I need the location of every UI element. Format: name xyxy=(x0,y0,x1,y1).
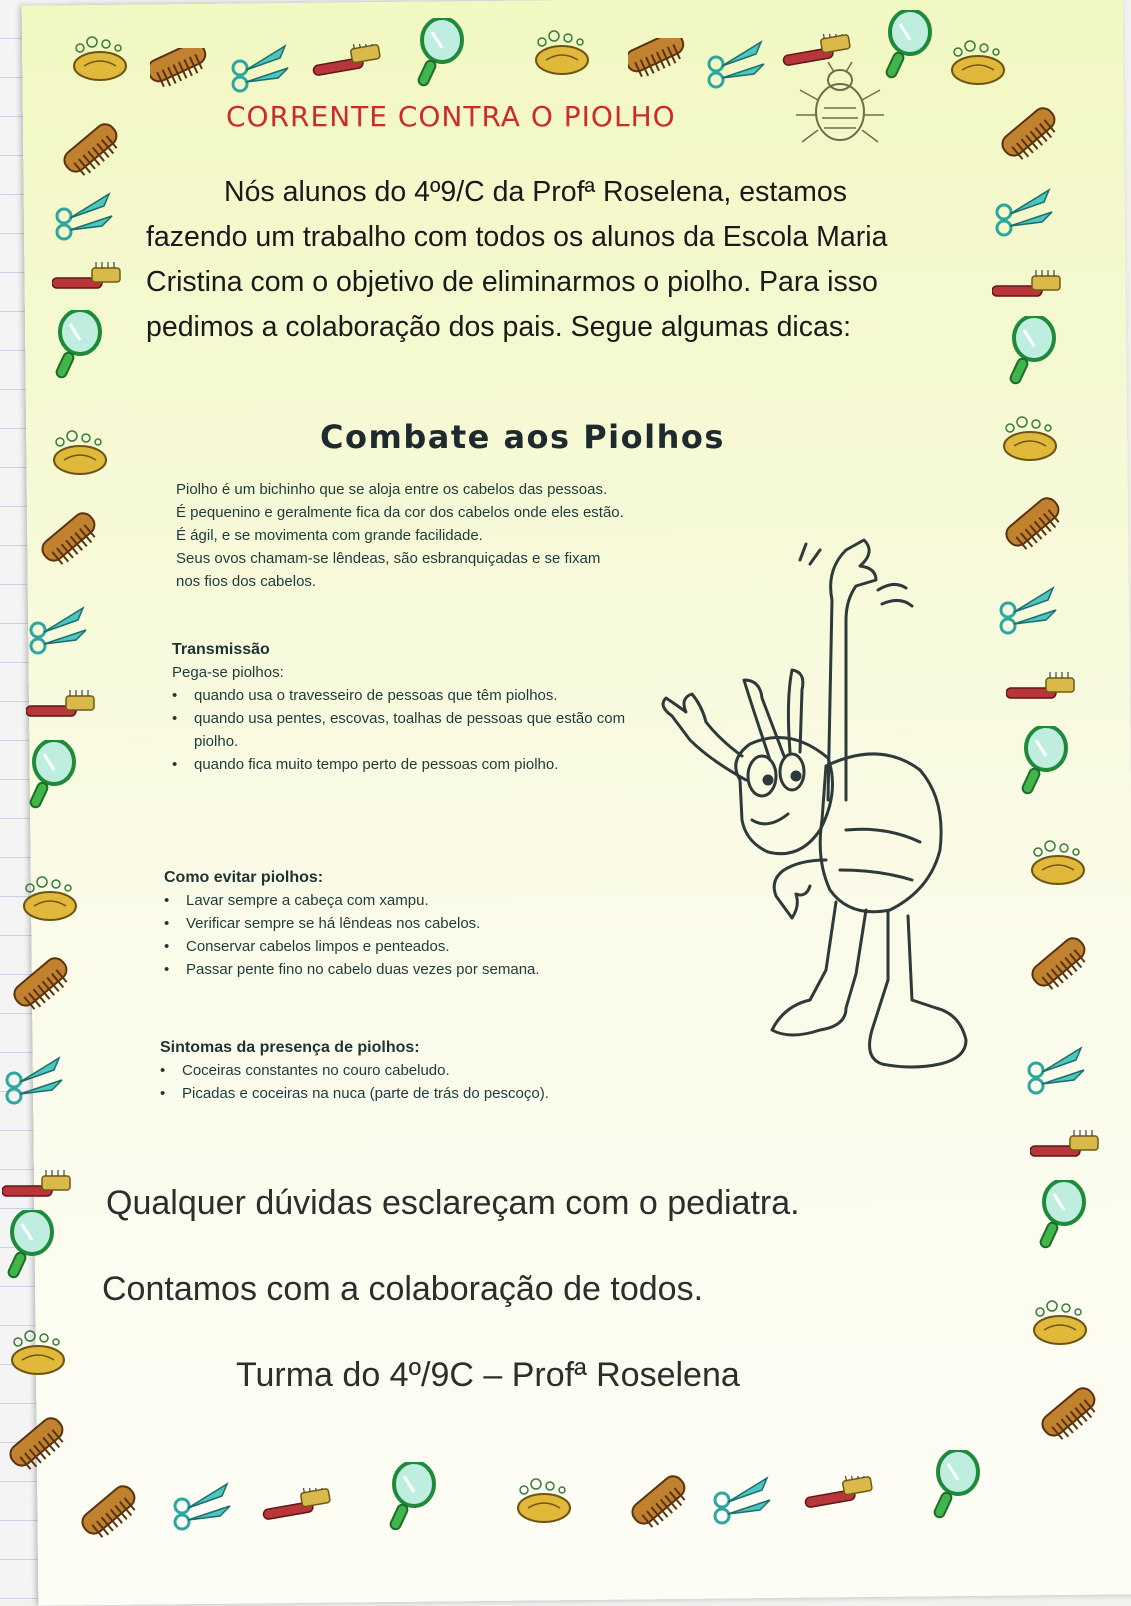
section-heading: Combate aos Piolhos xyxy=(320,418,725,456)
prevention-item: • Lavar sempre a cabeça com xampu. xyxy=(164,889,804,912)
description-line: nos fios dos cabelos. xyxy=(176,573,317,590)
prevention-item: • Verificar sempre se há lêndeas nos cabelos. xyxy=(164,912,804,935)
description-line: Seus ovos chamam-se lêndeas, são esbranquiçadas e se fixam xyxy=(176,550,601,567)
description-line: É ágil, e se movimenta com grande facilidade. xyxy=(176,527,483,544)
transmission-section xyxy=(172,638,642,776)
prevention-title: Como evitar piolhos: xyxy=(164,869,324,886)
transmission-item: • quando usa o travesseiro de pessoas que têm piolhos. xyxy=(172,684,642,707)
transmission-lead: Pega-se piolhos: xyxy=(172,664,284,681)
signature-line: Turma do 4º/9C – Profª Roselena xyxy=(236,1356,740,1394)
prevention-item: • Passar pente fino no cabelo duas vezes por semana. xyxy=(164,958,804,981)
transmission-item: • quando fica muito tempo perto de pessoas com piolho. xyxy=(172,753,642,776)
campaign-title: CORRENTE CONTRA O PIOLHO xyxy=(226,100,676,133)
transmission-item: • quando usa pentes, escovas, toalhas de pessoas que estão com piolho. xyxy=(172,707,642,753)
thanks-line: Contamos com a colaboração de todos. xyxy=(102,1270,704,1308)
description-line: Piolho é um bichinho que se aloja entre os cabelos das pessoas. xyxy=(176,481,608,498)
transmission-title: Transmissão xyxy=(172,641,270,658)
symptoms-title: Sintomas da presença de piolhos: xyxy=(160,1039,420,1056)
symptom-item: • Picadas e coceiras na nuca (parte de trás do pescoço). xyxy=(160,1082,800,1105)
cartoon-louse-illustration xyxy=(650,530,990,1110)
symptom-item: • Coceiras constantes no couro cabeludo. xyxy=(160,1059,800,1082)
doubts-line: Qualquer dúvidas esclareçam com o pediatra. xyxy=(106,1184,800,1222)
head-louse-icon xyxy=(790,60,890,150)
description-line: É pequenino e geralmente fica da cor dos cabelos onde eles estão. xyxy=(176,504,624,521)
intro-paragraph: Nós alunos do 4º9/C da Profª Roselena, estamos fazendo um trabalho com todos os alunos da Escola Maria Cristina com o objetivo de eliminarmos o piolho. Para isso pedimos a colaboração dos pais. Segue algumas dicas: xyxy=(146,176,888,343)
prevention-item: • Conservar cabelos limpos e penteados. xyxy=(164,935,804,958)
